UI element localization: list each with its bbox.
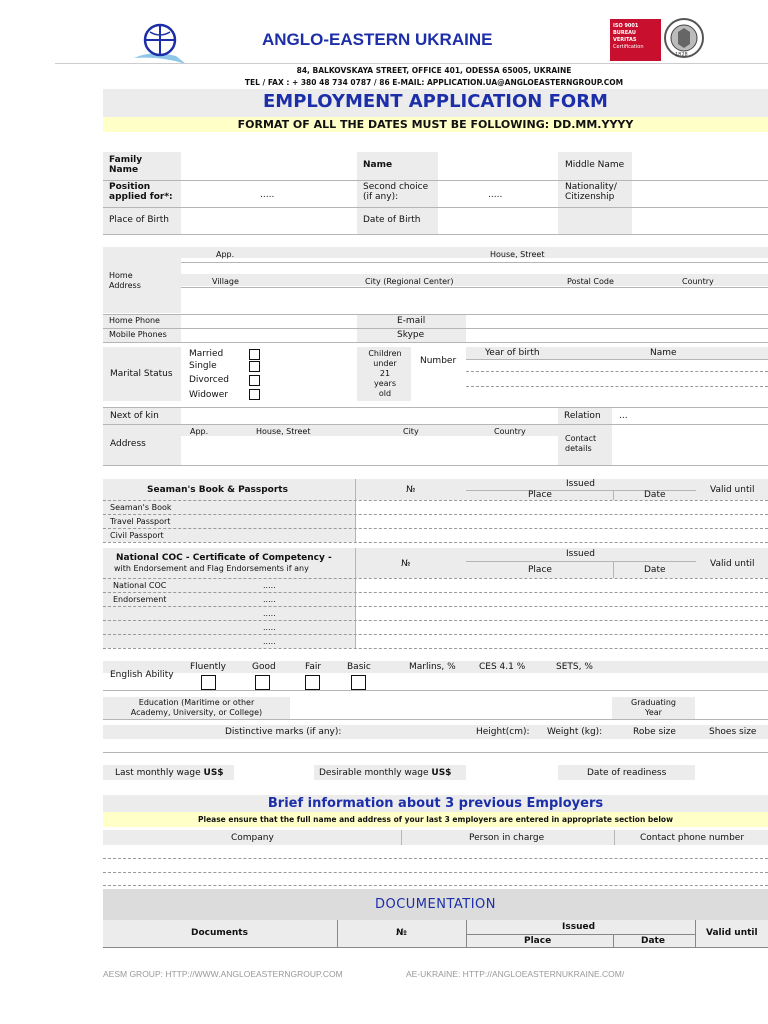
mobile-phones-field[interactable] — [182, 329, 356, 341]
row-line — [103, 620, 768, 621]
row-line — [103, 514, 768, 515]
header-divider — [55, 63, 768, 64]
row-line — [181, 262, 768, 263]
company-column-header: Company — [231, 833, 274, 843]
english-level-good: Good — [252, 662, 276, 672]
desired-wage-text: Desirable monthly wage — [319, 768, 429, 778]
home-address-label: Home Address — [109, 271, 141, 290]
row-line — [103, 752, 768, 753]
last-wage-text: Last monthly wage — [115, 768, 201, 778]
date-of-birth-label: Date of Birth — [363, 215, 421, 225]
widower-checkbox[interactable] — [249, 389, 260, 400]
doc-issued-header: Issued — [562, 922, 596, 932]
row-line — [466, 561, 696, 562]
coc-number-header: № — [401, 559, 411, 569]
kin-country-label: Country — [494, 427, 526, 436]
passports-issued-header: Issued — [566, 479, 595, 489]
fair-checkbox[interactable] — [305, 675, 320, 690]
relation-label: Relation — [564, 411, 601, 421]
iso-certificate-badge — [610, 19, 661, 61]
row-line — [466, 371, 768, 372]
mobile-phones-label: Mobile Phones — [109, 330, 167, 339]
marital-option-single: Single — [189, 361, 217, 371]
married-checkbox[interactable] — [249, 349, 260, 360]
coc-dots[interactable]: ..... — [263, 581, 276, 590]
app-label: App. — [216, 250, 235, 259]
position-field[interactable]: ..... — [260, 190, 275, 200]
row-line — [103, 885, 768, 886]
next-of-kin-field[interactable] — [182, 408, 557, 423]
home-phone-field[interactable] — [182, 315, 356, 327]
coc-subtitle: with Endorsement and Flag Endorsements if any — [114, 564, 309, 573]
education-label: Education (Maritime or other Academy, University, or College) — [130, 698, 263, 717]
fluently-checkbox[interactable] — [201, 675, 216, 690]
english-level-fair: Fair — [305, 662, 322, 672]
col-line — [613, 490, 614, 500]
contact-phone-header: Contact phone number — [640, 833, 745, 843]
date-format-notice: FORMAT OF ALL THE DATES MUST BE FOLLOWING: DD.MM.YYYY — [103, 117, 768, 132]
coc-valid-header: Valid until — [710, 559, 755, 569]
company-name: ANGLO-EASTERN UKRAINE — [262, 30, 493, 49]
kin-city-label: City — [403, 427, 419, 436]
distinctive-marks-label: Distinctive marks (if any): — [225, 727, 342, 737]
email-field[interactable] — [467, 315, 767, 327]
name-label: Name — [363, 160, 393, 170]
travel-passport-label: Travel Passport — [110, 517, 171, 526]
company-contacts: TEL / FAX : + 380 48 734 0787 / 86 E-MAIL: APPLICATION.UA@ANGLOEASTERNGROUP.COM — [244, 78, 624, 87]
divorced-checkbox[interactable] — [249, 375, 260, 386]
col-line — [355, 479, 356, 542]
row-line — [103, 342, 768, 343]
row-line — [466, 386, 768, 387]
passports-number-header: № — [406, 485, 416, 495]
row-line — [103, 947, 768, 948]
relation-field[interactable]: ... — [619, 411, 628, 421]
row-line — [103, 719, 768, 720]
col-line — [613, 561, 614, 578]
year-of-birth-label: Year of birth — [485, 348, 540, 358]
child-name-label: Name — [650, 348, 677, 358]
company-address: 84, BALKOVSKAYA STREET, OFFICE 401, ODESSA 65005, UKRAINE — [296, 66, 572, 75]
person-in-charge-header: Person in charge — [469, 833, 545, 843]
nationality-label: Nationality/ Citizenship — [565, 182, 617, 202]
coc-place-header: Place — [528, 565, 552, 575]
col-line — [613, 934, 614, 947]
single-checkbox[interactable] — [249, 361, 260, 372]
second-choice-field[interactable]: ..... — [488, 190, 503, 200]
family-name-field[interactable] — [182, 152, 356, 179]
english-ability-label: English Ability — [110, 670, 174, 680]
last-wage-field[interactable] — [235, 765, 313, 780]
doc-valid-header: Valid until — [706, 928, 758, 938]
row-line — [103, 528, 768, 529]
col-line — [401, 830, 402, 845]
cert-line: BUREAU VERITAS — [613, 30, 637, 43]
second-choice-label: Second choice (if any): — [363, 182, 429, 202]
coc-dots[interactable]: ..... — [263, 595, 276, 604]
coc-date-header: Date — [644, 565, 666, 575]
documents-header: Documents — [191, 928, 248, 938]
row-line — [103, 690, 768, 691]
employers-note: Please ensure that the full name and address of your last 3 employers are entered in appropriate section below — [103, 812, 768, 827]
english-level-fluently: Fluently — [190, 662, 226, 672]
col-line — [614, 830, 615, 845]
robe-size-label: Robe size — [633, 727, 676, 737]
readiness-field[interactable] — [696, 765, 768, 780]
passports-title: Seaman's Book & Passports — [147, 485, 288, 495]
good-checkbox[interactable] — [255, 675, 270, 690]
kin-app-label: App. — [190, 427, 209, 436]
readiness-label: Date of readiness — [587, 768, 667, 778]
marlins-label: Marlins, % — [409, 662, 456, 672]
header-band — [181, 274, 768, 286]
middle-name-field[interactable] — [633, 152, 768, 179]
name-field[interactable] — [439, 152, 557, 179]
cert-line: Certification — [613, 44, 644, 50]
middle-name-label: Middle Name — [565, 160, 625, 170]
row-line — [103, 858, 768, 859]
shoes-size-label: Shoes size — [709, 727, 757, 737]
col-line — [695, 920, 696, 947]
ces-label: CES 4.1 % — [479, 662, 526, 672]
weight-label: Weight (kg): — [547, 727, 603, 737]
civil-passport-label: Civil Passport — [110, 531, 164, 540]
doc-place-header: Place — [524, 936, 552, 946]
country-label: Country — [682, 277, 714, 286]
coc-dots[interactable]: ..... — [263, 623, 276, 632]
city-label: City (Regional Center) — [365, 277, 454, 286]
marital-option-divorced: Divorced — [189, 375, 229, 385]
village-label: Village — [212, 277, 239, 286]
bureau-veritas-seal — [663, 14, 705, 62]
employers-title: Brief information about 3 previous Employers — [267, 796, 604, 811]
row-line — [103, 606, 768, 607]
skype-label: Skype — [397, 330, 425, 340]
passports-date-header: Date — [644, 490, 666, 500]
english-level-basic: Basic — [347, 662, 371, 672]
row-line — [103, 592, 768, 593]
company-logo — [132, 20, 188, 66]
row-line — [466, 359, 768, 360]
marital-option-married: Married — [189, 349, 224, 359]
kin-address-label: Address — [110, 439, 146, 449]
row-line — [103, 465, 768, 466]
last-wage-label — [115, 768, 224, 778]
sets-label: SETS, % — [556, 662, 593, 672]
postal-code-label: Postal Code — [567, 277, 614, 286]
footer-group-link[interactable]: AESM GROUP: HTTP://WWW.ANGLOEASTERNGROUP.COM — [103, 969, 343, 979]
desired-wage-field[interactable] — [467, 765, 557, 780]
row-line — [103, 207, 768, 208]
coc-title: National COC - Certificate of Competency - — [116, 553, 332, 563]
header-band — [181, 247, 768, 258]
seamans-book-label: Seaman's Book — [110, 503, 172, 512]
national-coc-label: National COC — [113, 581, 167, 590]
row-line — [103, 578, 768, 579]
coc-issued-header: Issued — [566, 549, 595, 559]
row-line — [103, 234, 768, 235]
kin-house-label: House, Street — [256, 427, 311, 436]
graduating-year-label: Graduating Year — [631, 698, 676, 717]
basic-checkbox[interactable] — [351, 675, 366, 690]
next-of-kin-label: Next of kin — [110, 411, 159, 421]
passports-place-header: Place — [528, 490, 552, 500]
house-street-label: House, Street — [490, 250, 545, 259]
row-line — [181, 287, 768, 288]
desired-wage-label — [319, 768, 451, 778]
endorsement-label: Endorsement — [113, 595, 167, 604]
row-line — [103, 872, 768, 873]
education-field[interactable] — [291, 698, 611, 718]
last-wage-currency: US$ — [203, 768, 224, 778]
row-line — [103, 424, 768, 425]
footer-ukraine-link[interactable]: AE-UKRAINE: HTTP://ANGLOEASTERNUKRAINE.COM/ — [406, 969, 625, 979]
email-label: E-mail — [397, 316, 426, 326]
doc-date-header: Date — [641, 936, 665, 946]
row-line — [103, 500, 768, 501]
seal-year: 1828 — [675, 52, 688, 58]
place-of-birth-label: Place of Birth — [109, 215, 169, 225]
form-title: EMPLOYMENT APPLICATION FORM — [263, 91, 608, 112]
passports-valid-header: Valid until — [710, 485, 755, 495]
row-line — [466, 934, 695, 935]
row-line — [103, 648, 768, 649]
row-line — [103, 634, 768, 635]
cert-line: ISO 9001 — [613, 23, 639, 29]
col-line — [355, 548, 356, 648]
position-label: Position applied for*: — [109, 182, 173, 202]
skype-field[interactable] — [467, 329, 767, 341]
row-line — [103, 180, 768, 181]
col-line — [337, 920, 338, 947]
marital-status-label: Marital Status — [110, 369, 173, 379]
coc-dots[interactable]: ..... — [263, 609, 276, 618]
marital-option-widower: Widower — [189, 390, 229, 400]
desired-wage-currency: US$ — [431, 768, 452, 778]
family-name-label: Family Name — [109, 155, 143, 175]
children-number-label: Number — [420, 356, 457, 366]
doc-number-header: № — [396, 928, 407, 938]
documentation-title: DOCUMENTATION — [374, 897, 497, 912]
coc-dots[interactable]: ..... — [263, 637, 276, 646]
height-label: Height(cm): — [476, 727, 530, 737]
row-line — [103, 542, 768, 543]
children-label: Children under 21 years old — [368, 349, 402, 398]
contact-details-label: Contact details — [565, 434, 597, 453]
home-phone-label: Home Phone — [109, 316, 160, 325]
